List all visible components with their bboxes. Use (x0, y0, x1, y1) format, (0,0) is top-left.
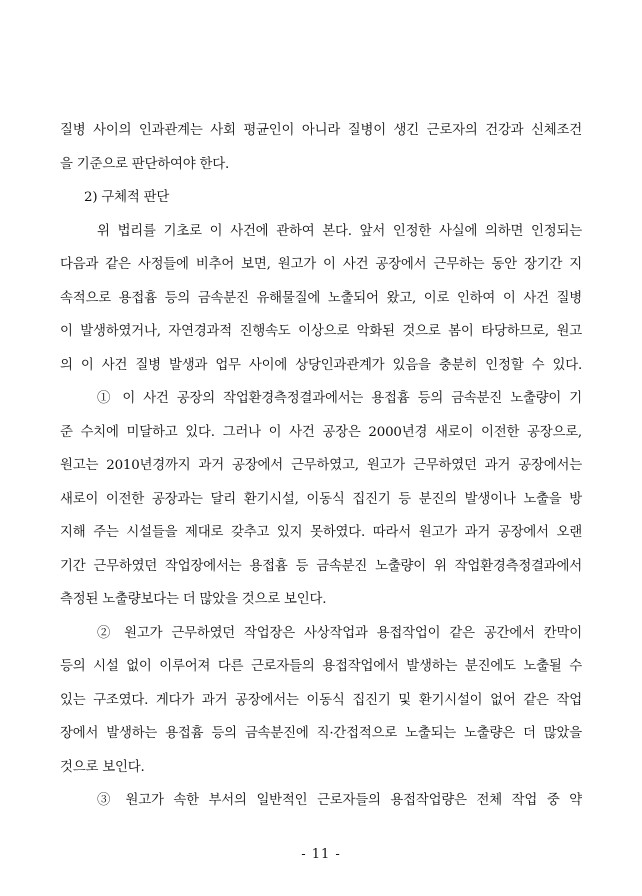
paragraph-first-line: ③ 원고가 속한 부서의 일반적인 근로자들의 용접작업량은 전체 작업 중 약 (97, 793, 582, 808)
body-line: 측정된 노출량보다는 더 많았을 것으로 보인다. (60, 592, 327, 607)
section-heading: 2) 구체적 판단 (84, 190, 170, 205)
body-line: 속적으로 용접흄 등의 금속분진 유해물질에 노출되어 왔고, 이로 인하여 이 사건 질병 (60, 291, 582, 306)
body-line: 것으로 보인다. (60, 760, 145, 775)
body-line: 새로이 이전한 공장과는 달리 환기시설, 이동식 집진기 등 분진의 발생이나 노출을 방 (60, 492, 582, 507)
body-line: 을 기준으로 판단하여야 한다. (60, 157, 230, 172)
body-line: 원고는 2010년경까지 과거 공장에서 근무하였고, 원고가 근무하였던 과거 공장에서는 (60, 458, 582, 473)
body-line: 의 이 사건 질병 발생과 업무 사이에 상당인과관계가 있음을 충분히 인정할 수 있다. (60, 358, 582, 373)
paragraph-first-line: ② 원고가 근무하였던 작업장은 사상작업과 용접작업이 같은 공간에서 칸막이 (97, 626, 582, 641)
page-number: - 11 - (301, 847, 341, 862)
paragraph-first-line: 위 법리를 기초로 이 사건에 관하여 본다. 앞서 인정한 사실에 의하면 인정되는 (97, 224, 582, 239)
body-line: 이 발생하였거나, 자연경과적 진행속도 이상으로 악화된 것으로 봄이 타당하므로, 원고 (60, 324, 582, 339)
body-line: 질병 사이의 인과관계는 사회 평균인이 아니라 질병이 생긴 근로자의 건강과 신체조건 (60, 123, 582, 138)
body-line: 지해 주는 시설들을 제대로 갖추고 있지 못하였다. 따라서 원고가 과거 공장에서 오랜 (60, 525, 582, 540)
body-line: 장에서 발생하는 용접흄 등의 금속분진에 직·간접적으로 노출되는 노출량은 더 많았을 (60, 726, 582, 741)
paragraph-first-line: ① 이 사건 공장의 작업환경측정결과에서는 용접흄 등의 금속분진 노출량이 기 (97, 391, 582, 406)
body-line: 기간 근무하였던 작업장에서는 용접흄 등 금속분진 노출량이 위 작업환경측정결과에서 (60, 559, 582, 574)
body-line: 있는 구조였다. 게다가 과거 공장에서는 이동식 집진기 및 환기시설이 없어 같은 작업 (60, 693, 582, 708)
body-line: 준 수치에 미달하고 있다. 그러나 이 사건 공장은 2000년경 새로이 이전한 공장으로, (60, 425, 582, 440)
body-line: 등의 시설 없이 이루어져 다른 근로자들의 용접작업에서 발생하는 분진에도 노출될 수 (60, 659, 582, 674)
body-line: 다음과 같은 사정들에 비추어 보면, 원고가 이 사건 공장에서 근무하는 동안 장기간 지 (60, 257, 582, 272)
